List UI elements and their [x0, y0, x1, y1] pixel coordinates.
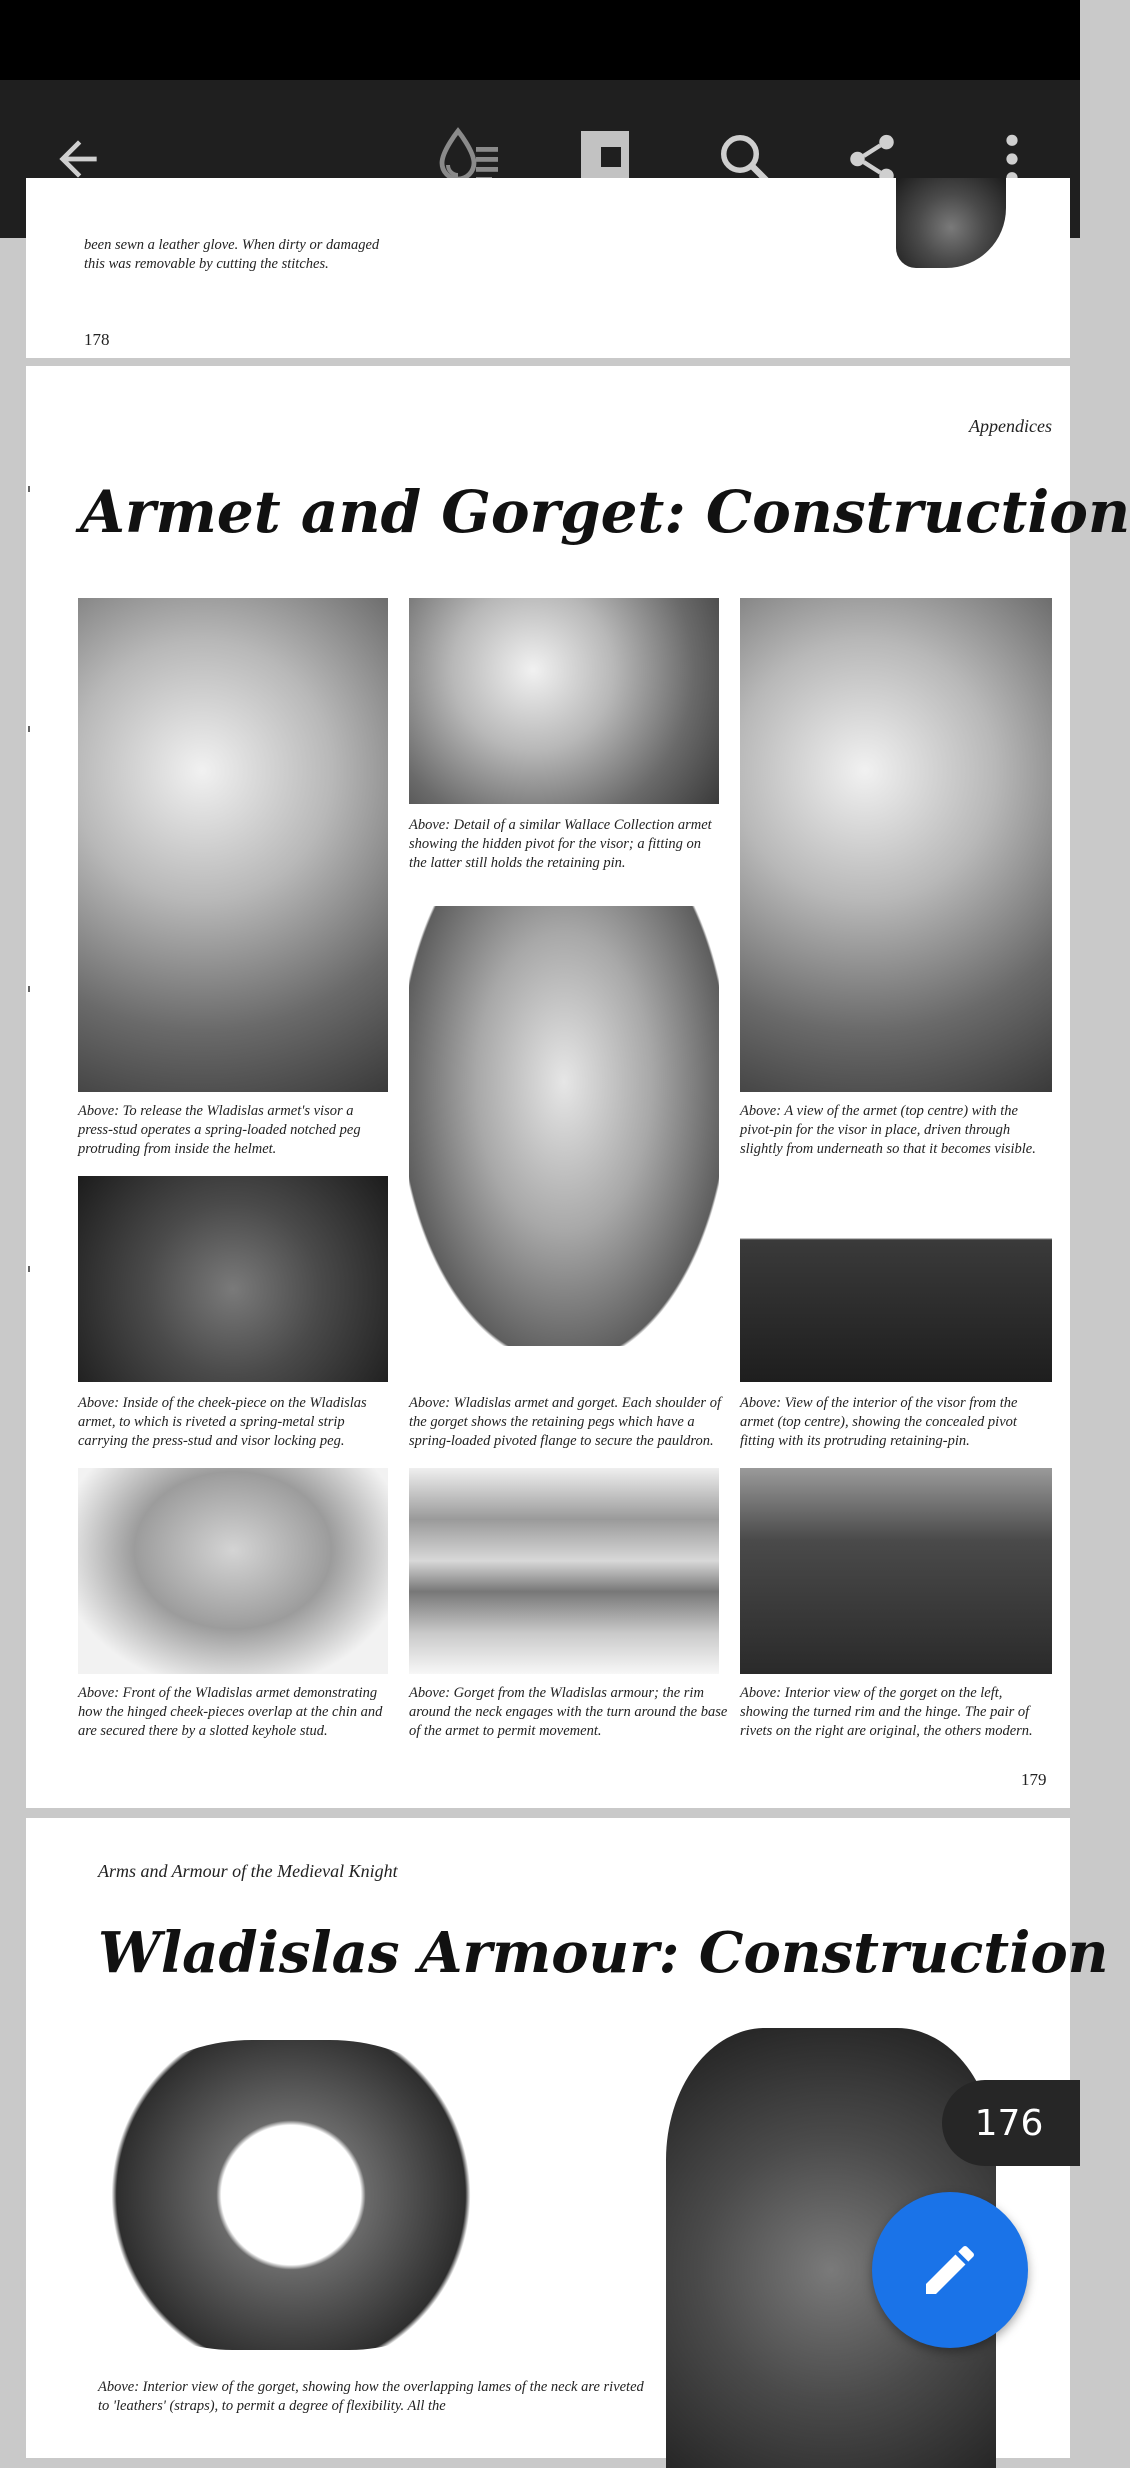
- page-number: 178: [84, 330, 110, 349]
- photo-armet-front: [78, 1468, 388, 1674]
- photo-armet-and-gorget: [409, 906, 719, 1346]
- photo-pivot-detail: [409, 598, 719, 804]
- next-page: [26, 1818, 1109, 2458]
- photo-visor-interior: [740, 1176, 1052, 1382]
- caption: Above: Wladislas armet and gorget. Each shoulder of the gorget shows the retaining pegs which have a spring-loaded pivoted flange to secure the pauldron.: [409, 1395, 721, 1449]
- photo-gorget: [409, 1468, 719, 1674]
- page-edge-mark: [28, 1266, 30, 1272]
- page-number-indicator[interactable]: 176: [942, 2080, 1080, 2166]
- page-title: Wladislas Armour: Construction: [98, 1920, 1109, 1986]
- status-bar: [0, 0, 1080, 80]
- photo-armet-view: [740, 598, 1052, 1092]
- photo-armet-visor: [78, 598, 388, 1092]
- edit-button[interactable]: [872, 2192, 1028, 2348]
- caption: Above: View of the interior of the visor from the armet (top centre), showing the concealed pivot fitting with its protruding retaining-pin.: [740, 1395, 1018, 1449]
- photo: [896, 178, 1006, 268]
- page-edge-mark: [28, 986, 30, 992]
- photo-cheek-piece: [78, 1176, 388, 1382]
- photo-gorget-interior: [740, 1468, 1052, 1674]
- page-179: [26, 366, 1130, 1808]
- caption: Above: Detail of a similar Wallace Collection armet showing the hidden pivot for the visor; a fitting on the latter still holds the retaining pin.: [409, 817, 712, 871]
- page-title: Armet and Gorget: Construction: [80, 478, 1130, 546]
- page-number: 179: [1021, 1770, 1047, 1789]
- caption: Above: A view of the armet (top centre) with the pivot-pin for the visor in place, driven through slightly from underneath so that it becomes visible.: [740, 1103, 1036, 1157]
- photo-gorget-interior: [96, 2040, 486, 2350]
- page-edge-mark: [28, 726, 30, 732]
- caption: Above: Front of the Wladislas armet demonstrating how the hinged cheek-pieces overlap at the chin and are secured there by a slotted keyhole stud.: [78, 1685, 383, 1739]
- edit-pencil-icon: [918, 2238, 982, 2302]
- document-viewer[interactable]: [0, 237, 1130, 2414]
- caption: Above: Interior view of the gorget, showing how the overlapping lames of the neck are riveted to 'leathers' (straps), to permit a degree of flexibility. All the: [98, 2379, 644, 2414]
- running-header: Arms and Armour of the Medieval Knight: [98, 1861, 398, 1881]
- caption: Above: To release the Wladislas armet's visor a press-stud operates a spring-loaded notched peg protruding from inside the helmet.: [78, 1103, 361, 1157]
- page-178: [26, 178, 1070, 358]
- caption: Above: Interior view of the gorget on the left, showing the turned rim and the hinge. The pair of rivets on the right are original, the others modern.: [740, 1685, 1033, 1739]
- caption: been sewn a leather glove. When dirty or damaged this was removable by cutting the stitches.: [84, 237, 380, 272]
- caption: Above: Gorget from the Wladislas armour; the rim around the neck engages with the turn around the base of the armet to permit movement.: [409, 1685, 728, 1739]
- caption: Above: Inside of the cheek-piece on the Wladislas armet, to which is riveted a spring-metal strip carrying the press-stud and visor locking peg.: [78, 1395, 367, 1449]
- section-header: Appendices: [969, 416, 1052, 436]
- page-edge-mark: [28, 486, 30, 492]
